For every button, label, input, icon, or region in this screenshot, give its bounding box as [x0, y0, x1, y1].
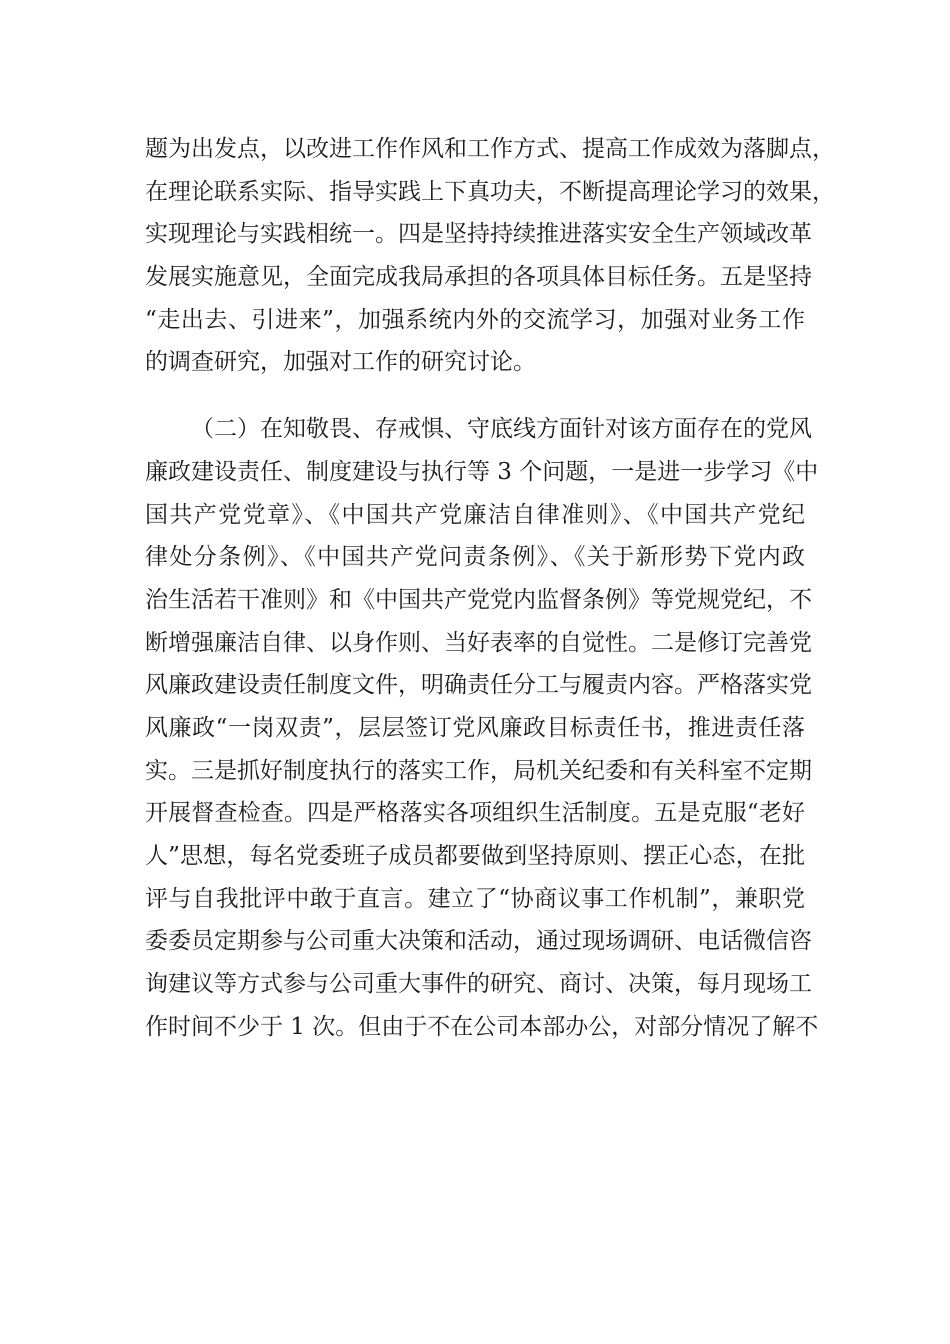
paragraph-gap [145, 384, 805, 408]
text-line: 实。三是抓好制度执行的落实工作，局机关纪委和有关科室不定期 [145, 757, 812, 784]
text-line: 断增强廉洁自律、以身作则、当好表率的自觉性。二是修订完善党 [145, 629, 812, 656]
text-line: 风廉政“一岗双责”，层层签订党风廉政目标责任书，推进责任落 [145, 714, 805, 741]
text-line: 开展督查检查。四是严格落实各项组织生活制度。五是克服“老好 [145, 800, 805, 827]
text-line: 国共产党党章》、《中国共产党廉洁自律准则》、《中国共产党纪 [145, 501, 805, 528]
paragraph-2 [145, 408, 819, 1048]
text-line: 委委员定期参与公司重大决策和活动，通过现场调研、电话微信咨 [145, 928, 812, 955]
text-line: 题为出发点，以改进工作作风和工作方式、提高工作成效为落脚点， [145, 136, 835, 162]
text-line: 的调查研究，加强对工作的研究讨论。 [145, 349, 536, 376]
text-line: 治生活若干准则》和《中国共产党党内监督条例》等党规党纪，不 [145, 586, 812, 613]
text-line: 评与自我批评中敢于直言。建立了“协商议事工作机制”，兼职党 [145, 885, 805, 912]
paragraph-1 [145, 128, 835, 384]
text-line: 风廉政建设责任制度文件，明确责任分工与履责内容。严格落实党 [145, 672, 812, 699]
document-body [145, 128, 835, 1048]
text-line: 询建议等方式参与公司重大事件的研究、商讨、决策，每月现场工 [145, 971, 812, 998]
text-line: 在理论联系实际、指导实践上下真功夫，不断提高理论学习的效果， [145, 178, 835, 205]
text-line: 发展实施意见，全面完成我局承担的各项具体目标任务。五是坚持 [145, 264, 812, 291]
text-line: （二）在知敬畏、存戒惧、守底线方面针对该方面存在的党风 [191, 416, 812, 443]
text-line: 作时间不少于 1 次。但由于不在公司本部办公，对部分情况了解不 [145, 1013, 819, 1040]
text-line: 律处分条例》、《中国共产党问责条例》、《关于新形势下党内政 [145, 544, 805, 571]
text-line: 人”思想，每名党委班子成员都要做到坚持原则、摆正心态，在批 [145, 843, 805, 869]
text-line: 廉政建设责任、制度建设与执行等 3 个问题，一是进一步学习《中 [145, 458, 819, 485]
text-line: “走出去、引进来”，加强系统内外的交流学习，加强对业务工作 [145, 306, 805, 333]
text-line: 实现理论与实践相统一。四是坚持持续推进落实安全生产领域改革 [145, 221, 812, 248]
